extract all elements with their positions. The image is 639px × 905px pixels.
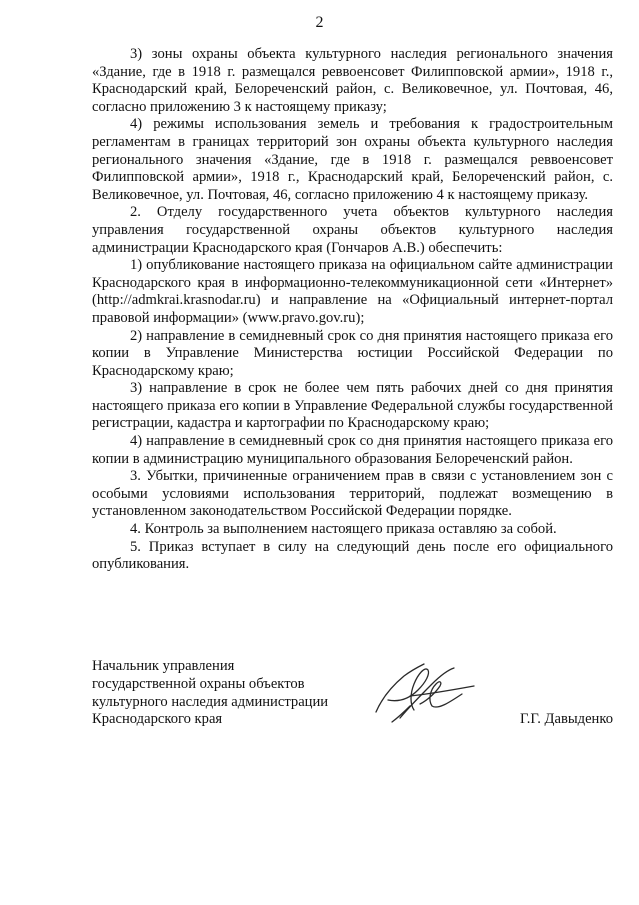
paragraph-section-3-losses: 3. Убытки, причиненные ограничением прав в связи с установлением зон с особыми условиями использования территорий, подлежат возмещению в установленном законодательством Российской Федерации порядке. [92, 468, 613, 520]
signatory-position-line: Начальник управления [92, 658, 235, 674]
paragraph-section-5-effective-date: 5. Приказ вступает в силу на следующий день после его официального опубликования. [92, 538, 613, 573]
paragraph-section-2-instructions: 2. Отделу государственного учета объектов культурного наследия управления государственной охраны объектов культурного наследия администрации Краснодарского края (Гончаров А.В.) обеспечить: [92, 204, 613, 256]
paragraph-ministry-of-justice-copy: 2) направление в семидневный срок со дня принятия настоящего приказа его копии в Управление Министерства юстиции Российской Федерации по Краснодарскому краю; [92, 327, 613, 379]
paragraph-item-3-zones: 3) зоны охраны объекта культурного наследия регионального значения «Здание, где в 1918 г. размещался реввоенсовет Филипповской армии», 1918 г., Краснодарский край, Белореченский район, с. Великовечное, ул. Почтовая, 46, согласно приложению 3 к настоящему приказу; [92, 46, 613, 115]
paragraph-section-4-control: 4. Контроль за выполнением настоящего приказа оставляю за собой. [130, 521, 557, 538]
paragraph-publication: 1) опубликование настоящего приказа на официальном сайте администрации Краснодарского края в информационно-телекоммуникационной сети «Интернет» (http://admkrai.krasnodar.ru) и направление на «Официальный интернет-портал правовой информации» (www.pravo.gov.ru); [92, 257, 613, 326]
page-number: 2 [315, 14, 324, 31]
signatory-position [92, 658, 352, 729]
signature-block [92, 658, 613, 738]
handwritten-signature [370, 660, 480, 726]
paragraph-rosreestr-copy: 3) направление в срок не более чем пять рабочих дней со дня принятия настоящего приказа его копии в Управление Федеральной службы государственной регистрации, кадастра и картографии по Краснодарскому краю; [92, 380, 613, 432]
signatory-position-line: государственной охраны объектов [92, 675, 305, 692]
signatory-position-line: Краснодарского края [92, 711, 223, 728]
paragraph-item-4-land-use-regimes: 4) режимы использования земель и требования к градостроительным регламентам в границах территорий зон охраны объекта культурного наследия регионального значения «Здание, где в 1918 г. размещался реввоенсовет Филипповской армии», 1918 г., Краснодарский край, Белореченский район, с. Великовечное, ул. Почтовая, 46, согласно приложению 4 к настоящему приказу. [92, 116, 613, 203]
document-body [92, 46, 613, 574]
signatory-position-line: культурного наследия администрации [92, 693, 329, 710]
signatory-name: Г.Г. Давыденко [519, 711, 613, 727]
paragraph-municipality-copy: 4) направление в семидневный срок со дня принятия настоящего приказа его копии в администрацию муниципального образования Белореченский район. [92, 433, 613, 467]
